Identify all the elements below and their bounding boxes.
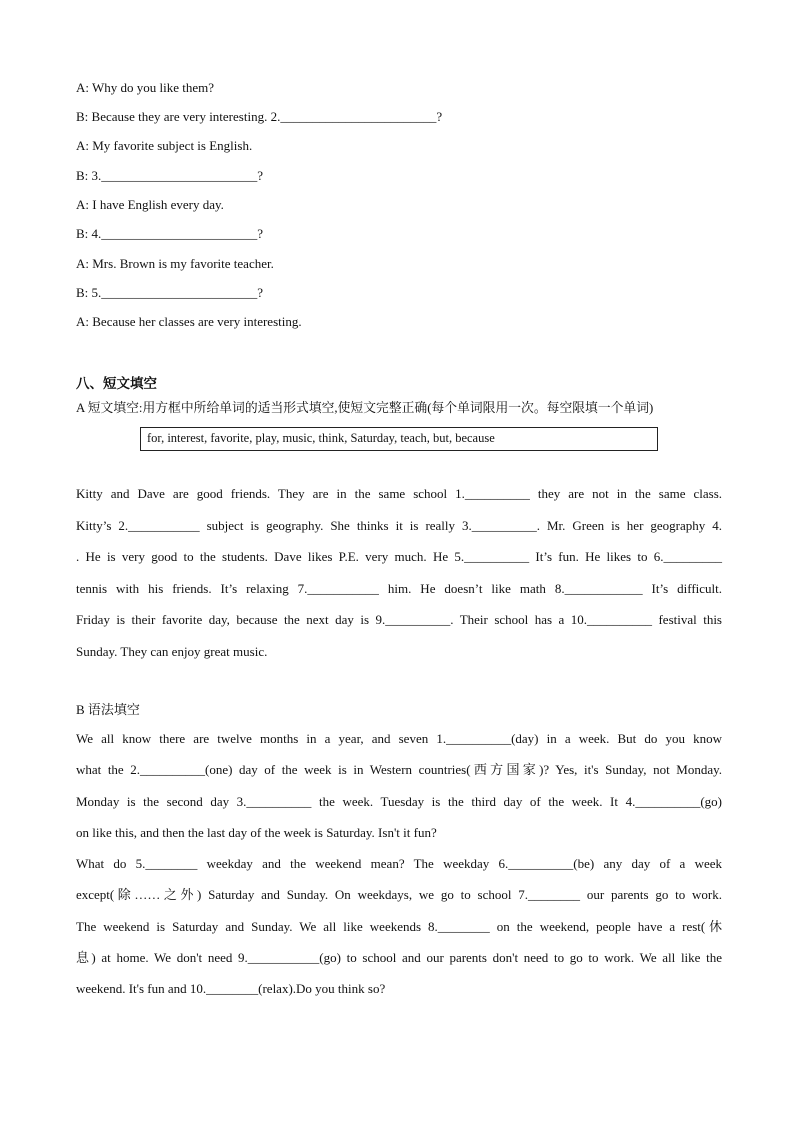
passage-b-line: what the 2.__________(one) day of the week is in Western countries(西方国家)? Yes, it's Sunday, not Monday. bbox=[76, 762, 722, 778]
passage-a-line: tennis with his friends. It’s relaxing 7.___________ him. He doesn’t like math 8.____________ It’s difficult. bbox=[76, 580, 722, 596]
dialogue-line: A: I have English every day. bbox=[76, 197, 224, 212]
passage-a-line: Friday is their favorite day, because the next day is 9.__________. Their school has a 10.__________ festival this bbox=[76, 612, 722, 627]
dialogue-line: B: 3.________________________? bbox=[76, 168, 264, 183]
part-a-instruction: A 短文填空:用方框中所给单词的适当形式填空,使短文完整正确(每个单词限用一次。每空限填一个单词) bbox=[76, 401, 654, 415]
dialogue-line: A: Mrs. Brown is my favorite teacher. bbox=[76, 256, 274, 271]
dialogue-line: B: Because they are very interesting. 2.________________________? bbox=[76, 109, 443, 124]
passage-b-line: weekend. It's fun and 10.________(relax).Do you think so? bbox=[76, 981, 386, 997]
section-heading: 八、短文填空 bbox=[76, 376, 157, 392]
dialogue-line: A: Why do you like them? bbox=[76, 80, 215, 95]
word-box: for, interest, favorite, play, music, think, Saturday, teach, but, because bbox=[140, 427, 658, 451]
passage-b-line: The weekend is Saturday and Sunday. We all like weekends 8.________ on the weekend, people have a rest(休 bbox=[76, 918, 722, 934]
passage-a-line: . He is very good to the students. Dave likes P.E. very much. He 5.__________ It’s fun. He likes to 6._________ bbox=[76, 549, 722, 564]
passage-b-line: Monday is the second day 3.__________ the week. Tuesday is the third day of the week. It 4.__________(go) bbox=[76, 793, 722, 809]
passage-a-line: Kitty’s 2.___________ subject is geography. She thinks it is really 3.__________. Mr. Green is her geography 4. bbox=[76, 517, 722, 533]
dialogue-line: A: My favorite subject is English. bbox=[76, 138, 253, 153]
passage-a bbox=[76, 485, 722, 674]
passage-b-line: except(除……之外) Saturday and Sunday. On weekdays, we go to school 7.________ our parents go to work. bbox=[76, 887, 722, 903]
dialogue-line: A: Because her classes are very interesting. bbox=[76, 314, 302, 329]
dialogue-line: B: 4.________________________? bbox=[76, 226, 264, 241]
passage-a-line: Sunday. They can enjoy great music. bbox=[76, 643, 268, 659]
passage-b-line: What do 5.________ weekday and the weekend mean? The weekday 6.__________(be) any day of a week bbox=[76, 856, 722, 872]
part-b-heading: B 语法填空 bbox=[76, 702, 140, 717]
passage-b bbox=[76, 730, 722, 1012]
passage-b-line: We all know there are twelve months in a year, and seven 1.__________(day) in a week. But do you know bbox=[76, 731, 722, 746]
dialogue-line: B: 5.________________________? bbox=[76, 285, 264, 300]
passage-a-line: Kitty and Dave are good friends. They are in the same school 1.__________ they are not in the same class. bbox=[76, 486, 722, 501]
passage-b-line: on like this, and then the last day of the week is Saturday. Isn't it fun? bbox=[76, 824, 437, 840]
passage-b-line: 息) at home. We don't need 9.___________(go) to school and our parents don't need to go to work. We all like the bbox=[76, 950, 722, 966]
